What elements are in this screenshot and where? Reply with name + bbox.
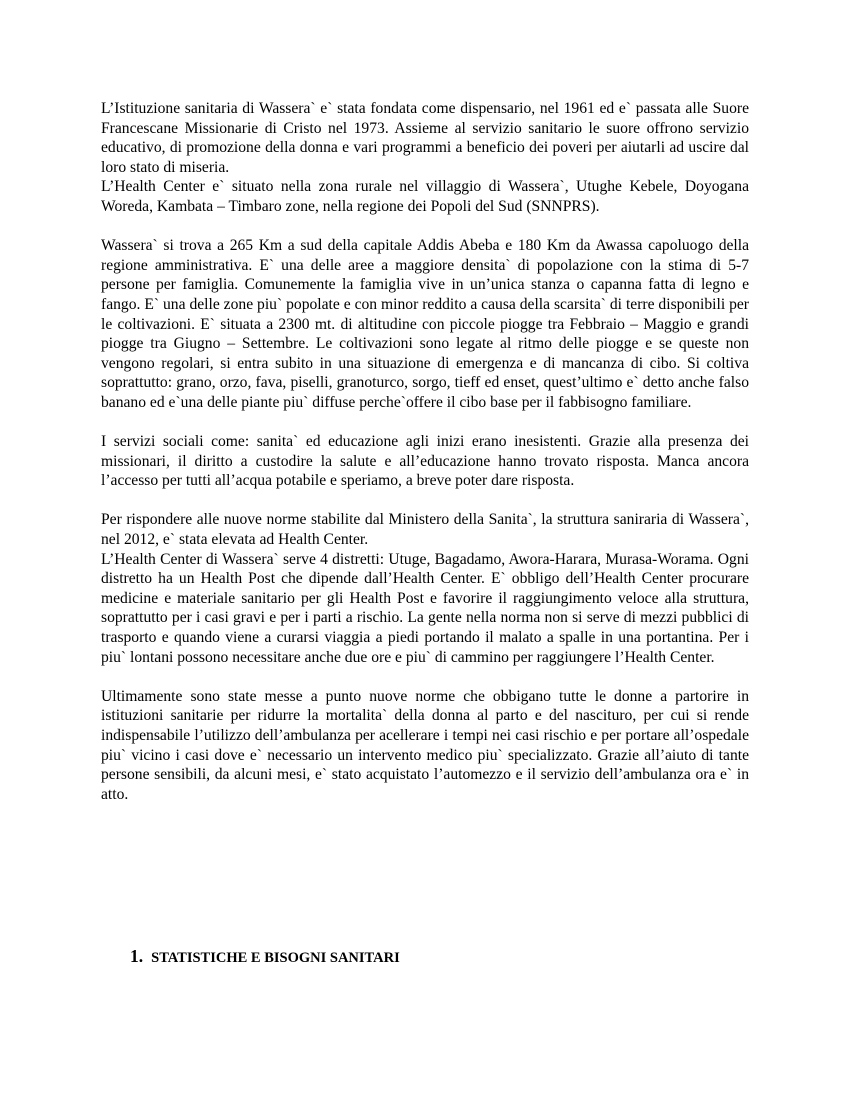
paragraph-districts: L’Health Center di Wassera` serve 4 distretti: Utuge, Bagadamo, Awora-Harara, Murasa-Worama. Ogni distretto ha un Health Post che dipende dall’Health Center. E` obbligo dell’Health Center procurare medicine e materiale sanitario per gli Health Post e favorire il raggiungimento veloce alla struttura, soprattutto per i casi gravi e per i parti a rischio. La gente nella norma non si serve di mezzi pubblici di trasporto e quando viene a curarsi viaggia a piedi portando il malato a spalle in una portantina. Per i piu` lontani possono necessitare anche due ore e piu` di cammino per raggiungere l’Health Center. [101, 550, 749, 666]
paragraph-health-center-upgrade: Per rispondere alle nuove norme stabilite dal Ministero della Sanita`, la struttura saniraria di Wassera`, nel 2012, e` stata elevata ad Health Center. [101, 511, 749, 549]
paragraph-history: L’Istituzione sanitaria di Wassera` e` stata fondata come dispensario, nel 1961 ed e` passata alle Suore Francescane Missionarie di Cristo nel 1973. Assieme al servizio sanitario le suore offrono servizio educativo, di promozione della donna e vari programmi a beneficio dei poveri per aiutarli ad uscire dal loro stato di miseria. [101, 100, 749, 176]
paragraph-ambulance: Ultimamente sono state messe a punto nuove norme che obbigano tutte le donne a partorire in istituzioni sanitarie per ridurre la mortalita` della donna al parto e del nascituro, per cui si rende indispensabile l’utilizzo dell’ambulanza per acellerare i tempi nei casi rischio e per portare all’ospedale piu` vicino i casi dove e` necessario un intervento medico piu` specializzato. Grazie all’aiuto di tante persone sensibili, da alcuni mesi, e` stato acquistato l’automezzo e il servizio dell’ambulanza ora e` in atto. [101, 687, 749, 803]
paragraph-social-services: I servizi sociali come: sanita` ed educazione agli inizi erano inesistenti. Grazie alla presenza dei missionari, il diritto a custodire la salute e all’educazione hanno trovato risposta. Manca ancora l’accesso per tutti all’acqua potabile e speriamo, a breve poter dare risposta. [101, 433, 749, 490]
section-title: STATISTICHE E BISOGNI SANITARI [151, 950, 400, 966]
paragraph-location: L’Health Center e` situato nella zona rurale nel villaggio di Wassera`, Utughe Kebele, Doyogana Woreda, Kambata – Timbaro zone, nella regione dei Popoli del Sud (SNNPRS). [101, 178, 749, 215]
section-number: 1. [130, 946, 144, 966]
document-body [101, 99, 749, 804]
paragraph-geography: Wassera` si trova a 265 Km a sud della capitale Addis Abeba e 180 Km da Awassa capoluogo della regione amministrativa. E` una delle aree a maggiore densita` di popolazione con la stima di 5-7 persone per famiglia. Comunemente la famiglia vive in un’unica stanza o capanna fatta di legno e fango. E` una delle zone piu` popolate e con minor reddito a causa della scarsita` di terre disponibili per le coltivazioni. E` situata a 2300 mt. di altitudine con piccole piogge tra Febbraio – Maggio e grandi piogge tra Giugno – Settembre. Le coltivazioni sono legate al ritmo delle piogge e se queste non vengono regolari, si entra subito in una situazione di emergenza e di mancanza di cibo. Si coltiva soprattutto: grano, orzo, fava, piselli, granoturco, sorgo, tieff ed enset, quest’ultimo e` detto anche falso banano ed e`una delle piante piu` diffuse perche`offere il cibo base per il fabbisogno familiare. [101, 237, 749, 411]
section-heading [130, 946, 400, 967]
